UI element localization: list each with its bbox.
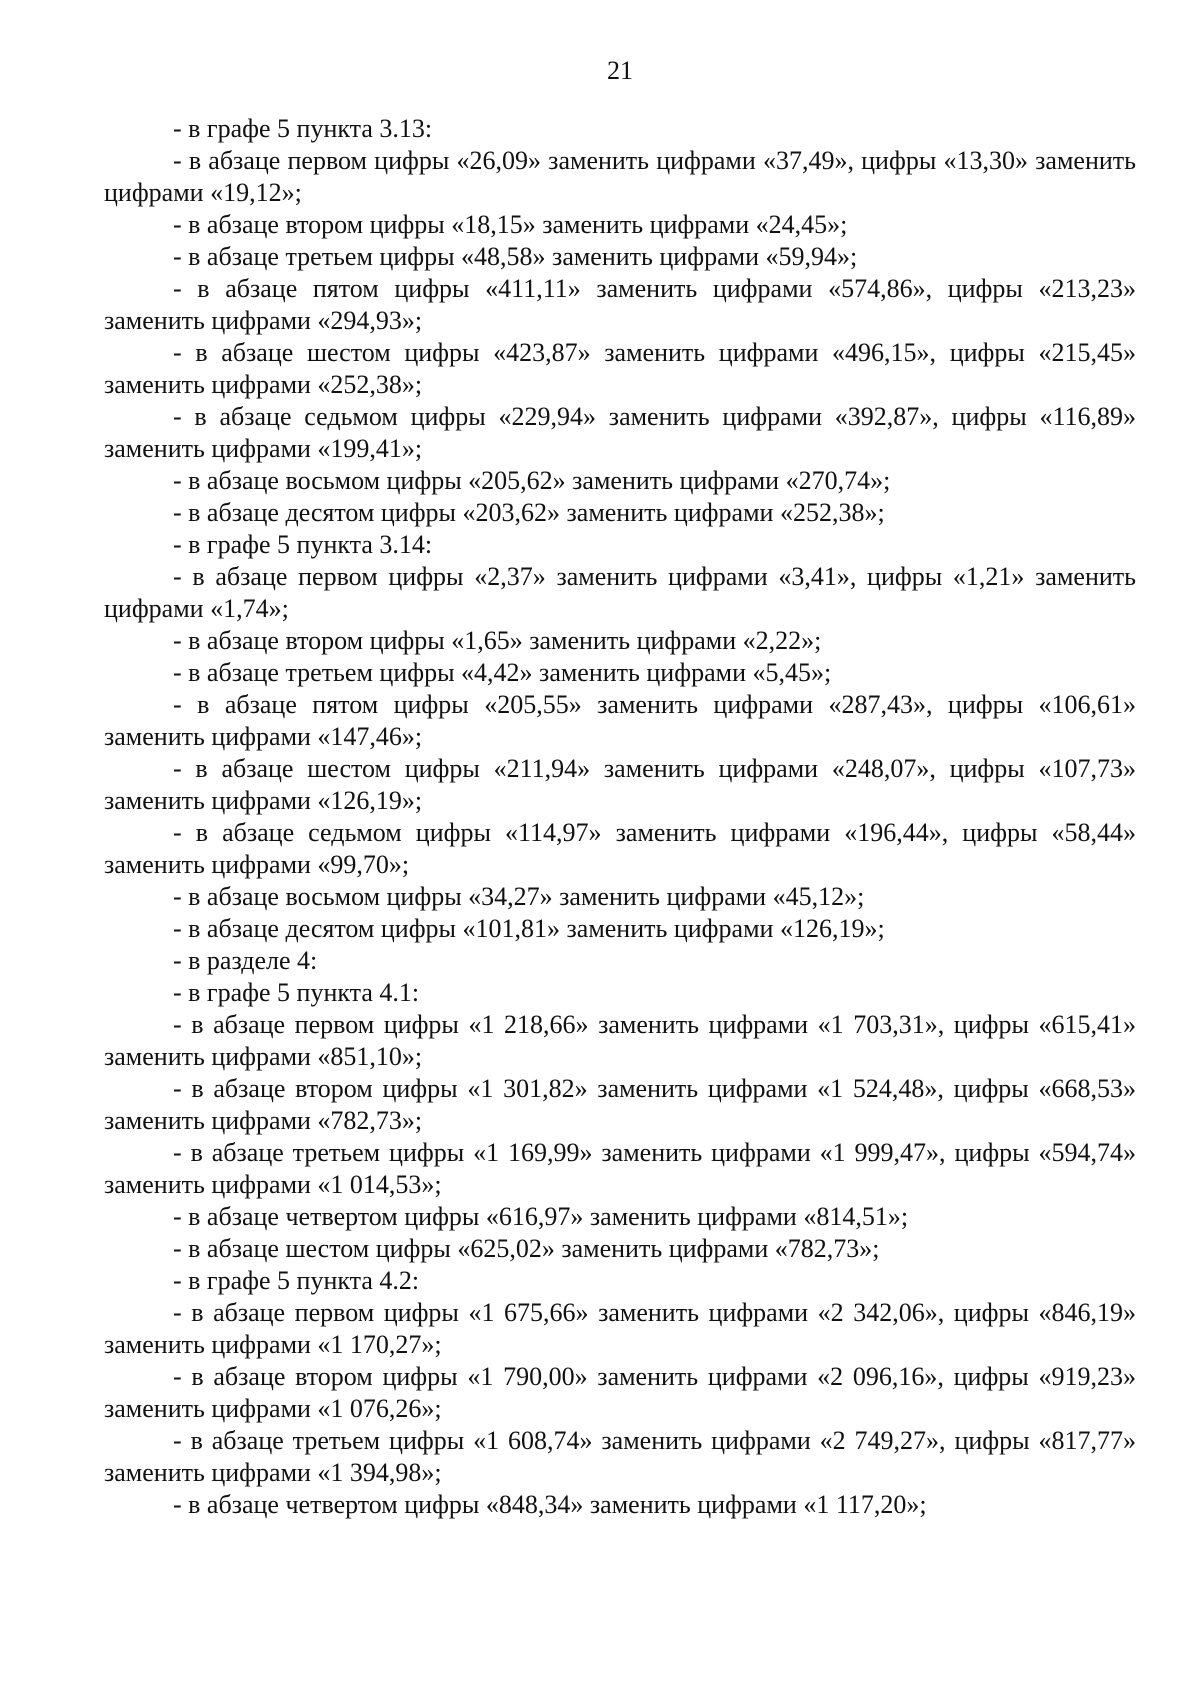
amendment-heading: - в графе 5 пункта 3.13: — [173, 114, 433, 143]
amendment-item: - в абзаце втором цифры «1,65» заменить цифрами «2,22»; — [173, 626, 822, 655]
amendment-item: - в абзаце пятом цифры «411,11» заменить цифрами «574,86», цифры «213,23» заменить цифрами «294,93»; — [104, 274, 1136, 335]
amendment-item: - в абзаце восьмом цифры «34,27» заменить цифрами «45,12»; — [173, 882, 865, 911]
amendment-item: - в абзаце первом цифры «26,09» заменить цифрами «37,49», цифры «13,30» заменить цифрами «19,12»; — [104, 146, 1136, 207]
amendment-item: - в абзаце первом цифры «1 675,66» заменить цифрами «2 342,06», цифры «846,19» заменить цифрами «1 170,27»; — [104, 1298, 1136, 1359]
amendment-item: - в абзаце пятом цифры «205,55» заменить цифрами «287,43», цифры «106,61» заменить цифрами «147,46»; — [104, 690, 1136, 751]
amendment-item: - в абзаце первом цифры «1 218,66» заменить цифрами «1 703,31», цифры «615,41» заменить цифрами «851,10»; — [104, 1010, 1136, 1071]
amendment-item: - в абзаце шестом цифры «211,94» заменить цифрами «248,07», цифры «107,73» заменить цифрами «126,19»; — [104, 754, 1136, 815]
amendment-item: - в абзаце десятом цифры «101,81» заменить цифрами «126,19»; — [173, 914, 885, 943]
amendment-heading: - в разделе 4: — [173, 946, 318, 975]
amendment-item: - в абзаце втором цифры «1 790,00» заменить цифрами «2 096,16», цифры «919,23» заменить цифрами «1 076,26»; — [104, 1362, 1136, 1423]
amendment-heading: - в графе 5 пункта 4.1: — [173, 978, 420, 1007]
amendment-item: - в абзаце седьмом цифры «229,94» заменить цифрами «392,87», цифры «116,89» заменить цифрами «199,41»; — [104, 402, 1136, 463]
document-body — [104, 113, 1136, 1521]
amendment-item: - в абзаце десятом цифры «203,62» заменить цифрами «252,38»; — [173, 498, 885, 527]
amendment-heading: - в графе 5 пункта 4.2: — [173, 1266, 420, 1295]
amendment-item: - в абзаце четвертом цифры «616,97» заменить цифрами «814,51»; — [173, 1202, 909, 1231]
amendment-item: - в абзаце третьем цифры «1 169,99» заменить цифрами «1 999,47», цифры «594,74» заменить цифрами «1 014,53»; — [104, 1138, 1136, 1199]
amendment-item: - в абзаце первом цифры «2,37» заменить цифрами «3,41», цифры «1,21» заменить цифрами «1,74»; — [104, 562, 1136, 623]
amendment-item: - в абзаце третьем цифры «4,42» заменить цифрами «5,45»; — [173, 658, 832, 687]
amendment-item: - в абзаце седьмом цифры «114,97» заменить цифрами «196,44», цифры «58,44» заменить цифрами «99,70»; — [104, 818, 1136, 879]
amendment-item: - в абзаце третьем цифры «1 608,74» заменить цифрами «2 749,27», цифры «817,77» заменить цифрами «1 394,98»; — [104, 1426, 1136, 1487]
amendment-heading: - в графе 5 пункта 3.14: — [173, 530, 433, 559]
amendment-item: - в абзаце шестом цифры «625,02» заменить цифрами «782,73»; — [173, 1234, 880, 1263]
page-number: 21 — [607, 56, 633, 85]
amendment-item: - в абзаце втором цифры «18,15» заменить цифрами «24,45»; — [173, 210, 848, 239]
amendment-item: - в абзаце шестом цифры «423,87» заменить цифрами «496,15», цифры «215,45» заменить цифрами «252,38»; — [104, 338, 1136, 399]
amendment-item: - в абзаце четвертом цифры «848,34» заменить цифрами «1 117,20»; — [173, 1490, 927, 1519]
amendment-item: - в абзаце втором цифры «1 301,82» заменить цифрами «1 524,48», цифры «668,53» заменить цифрами «782,73»; — [104, 1074, 1136, 1135]
amendment-item: - в абзаце третьем цифры «48,58» заменить цифрами «59,94»; — [173, 242, 858, 271]
amendment-item: - в абзаце восьмом цифры «205,62» заменить цифрами «270,74»; — [173, 466, 891, 495]
